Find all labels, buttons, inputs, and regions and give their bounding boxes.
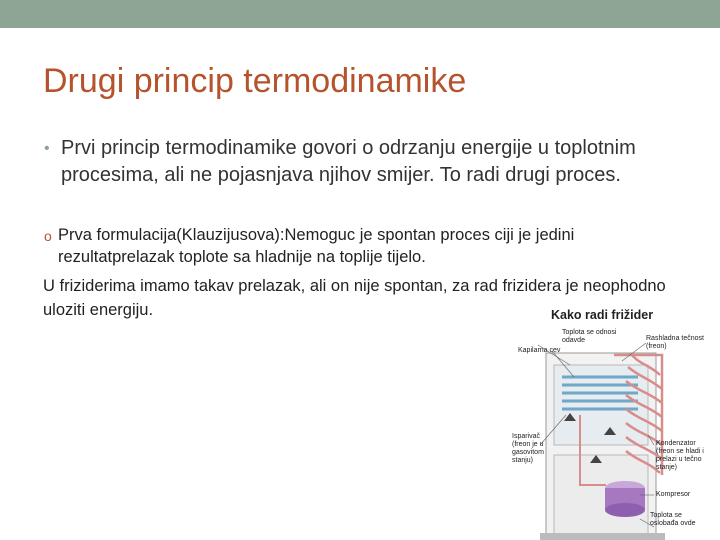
bullet-dot-icon: • [44, 140, 50, 157]
label-heat-released: Toplota se oslobađa ovde [650, 512, 696, 527]
top-accent-bar [0, 0, 720, 28]
body-paragraph: U friziderima imamo takav prelazak, ali on nije spontan, za rad frizidera je neophodno uloziti energiju. [43, 277, 666, 319]
fridge-diagram [510, 305, 710, 540]
bullet-2 [44, 224, 684, 268]
bullet-2-text: Prva formulacija(Klauzijusova):Nemoguc je spontan proces ciji je jedini rezultatprelazak toplote sa hladnije na toplije tijelo. [58, 226, 575, 266]
bullet-1-text: Prvi princip termodinamike govori o odrzanju energije u toplotnim procesima, ali ne pojasnjava njihov smijer. To radi drugi proces. [61, 137, 636, 186]
label-coolant: Rashladna tečnost (freon) [646, 335, 704, 350]
label-evaporator: Isparivač (freon je u gasovitom stanju) [512, 433, 544, 464]
diagram-title: Kako radi frižider [551, 308, 654, 322]
label-condenser: Kondenzator (freon se hladi i prelazi u tečno stanje) [656, 440, 704, 471]
bullet-circle-icon: o [44, 228, 52, 244]
label-compressor: Kompresor [656, 491, 691, 498]
slide-title: Drugi princip termodinamike [43, 62, 467, 100]
label-heat-removed: Toplota se odnosi odavde [562, 329, 617, 344]
bullet-1 [44, 135, 664, 189]
label-capillary: Kapilarna cev [518, 347, 561, 354]
